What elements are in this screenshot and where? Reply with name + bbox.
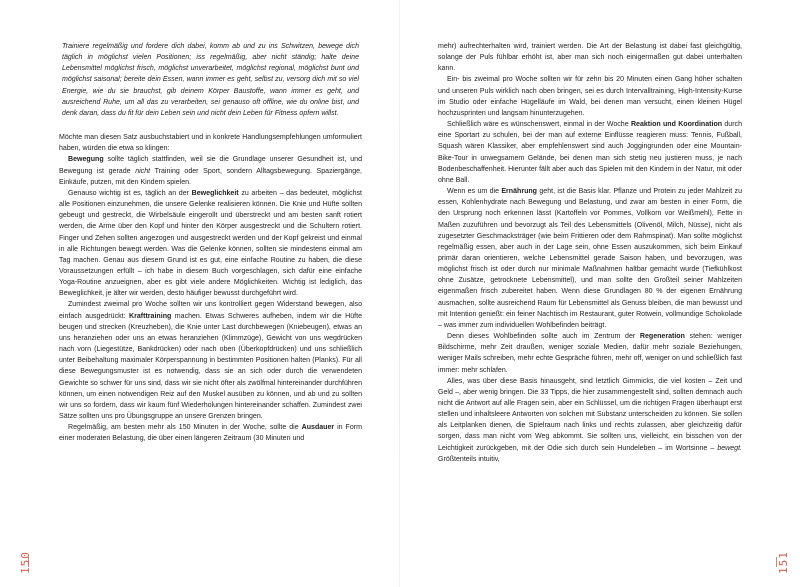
page-number-right: 151 bbox=[777, 551, 790, 574]
paragraph: Möchte man diesen Satz ausbuchstabiert und in konkrete Handlungsempfehlungen umformuliert haben, würden die etwa so klingen: bbox=[59, 134, 362, 153]
text-run: Wenn es um die bbox=[447, 188, 502, 196]
text-run: Größtenteils intuitiv, bbox=[438, 455, 500, 463]
keyword-krafttraining: Krafttraining bbox=[129, 312, 172, 320]
text-run: sollte täglich stattfinden, weil sie die Grundlage unserer Gesundheit ist, und Bewegung ist gerade bbox=[59, 156, 362, 175]
right-text-column bbox=[438, 41, 742, 465]
paragraph-continued: mehr) aufrechterhalten wird, trainiert werden. Die Art der Belastung ist dabei fast gleichgültig, solange der Puls fühlbar erhöht ist, aber man sich noch einigermaßen gut dabei unterhalten kann. bbox=[438, 43, 742, 73]
right-page bbox=[400, 0, 800, 587]
text-run: Genauso wichtig ist es, täglich an der bbox=[68, 189, 192, 197]
paragraph-regeneration bbox=[438, 331, 742, 376]
text-run: Training oder Sport, sondern Alltagsbewegung. Spaziergänge, Einkäufe, putzen, mit den Kindern spielen. bbox=[59, 167, 362, 186]
paragraph-gimmicks bbox=[438, 376, 742, 465]
page-number-left: 150 bbox=[19, 551, 32, 574]
keyword-regeneration: Regeneration bbox=[639, 333, 685, 341]
paragraph-ernaehrung bbox=[438, 186, 742, 331]
emphasis: bewegt. bbox=[717, 444, 742, 452]
text-run: in Form einer moderaten Belastung, die über einen längeren Zeitraum (30 Minuten und bbox=[59, 424, 362, 443]
paragraph-bewegung bbox=[59, 154, 362, 187]
text-run: Zumindest zweimal pro Woche sollten wir uns kontrolliert gegen Widerstand bewegen, also einfach ausgedrückt: bbox=[59, 301, 362, 320]
paragraph-koordination bbox=[438, 119, 742, 186]
keyword-beweglichkeit: Beweglichkeit bbox=[191, 189, 239, 197]
text-run: stehen: weniger Bildschirme, mehr Zeit draußen, weniger soziale Medien, dafür mehr soziale Beziehungen, weniger Mails schreiben, mehr echte Gespräche führen, mehr off, weniger on und schließlich fast immer: mehr schlafen. bbox=[438, 333, 742, 374]
text-run: durch eine Sportart zu schulen, bei der man auf externe Einflüsse reagieren muss: Tennis, Fußball, Squash wären Klassiker, aber empfehlenswert sind auch Joggingrunden oder eine Mountain-Bike-Tour in unwegsamem Gelände, bei denen man sich stetig neu justieren muss, je nach Bodenbeschaffenheit. Hierunter fällt aber auch das Spielen mit den Kindern in der Natur, mit oder ohne Ball. bbox=[438, 121, 742, 184]
paragraph-beweglichkeit bbox=[59, 188, 362, 300]
paragraph-krafttraining bbox=[59, 299, 362, 422]
left-text-column bbox=[59, 41, 362, 444]
text-run: geht, ist die Basis klar. Pflanze und Protein zu jeder Mahlzeit zu essen, Kohlenhydrate nach Bewegung und Belastung, und zwar am besten in einer Form, die den Ursprung noch erkennen lässt (Kartoffeln vor Pommes, Vollkorn vor Weißmehl), Fette in Maßen zuzuführen und bevorzugt als Teil des Lebensmittels (Olivenöl, Milch, Nüsse), nicht als zugesetzter Geschmacksträger (wie beim Frittieren oder dem Rahmspinat). Man sollte möglichst regelmäßig essen, aber auch in der Lage sein, ohne Essen auszukommen, sich beim Einkauf primär daran orientieren, welche Lebensmittel gerade Saison haben, und bevorzugen, was möglichst frisch ist oder durch nur minimale Maßnahmen haltbar gemacht wurde (Tiefkühlkost ohne Zusätze, getrocknete Lebensmittel), und man sollte den Großteil seiner Mahlzeiten eigenmaßen frisch zubereitet haben. Wenn diese Grundlagen 80 % der eigenen Ernährung ausmachen, sollte ausreichend Raum für Lebensmittel als Genuss bleiben, die man bewusst und mit Intention genießt: ein feiner Nachtisch im Restaurant, guter Rotwein, vollmundige Schokolade – was immer zum individuellen Wohlbefinden beiträgt. bbox=[438, 188, 742, 329]
paragraph: Ein- bis zweimal pro Woche sollten wir für zehn bis 20 Minuten einen Gang höher schalten und unseren Puls wirklich nach oben bringen, sei es durch Intervalltraining, High-Intensity-Kurse im Studio oder einfache Hügelläufe im Wald, bei denen man versucht, einen kleinen Hügel hochzusprinten und langsam hinunterzugehen. bbox=[438, 76, 742, 117]
keyword-ernaehrung: Ernährung bbox=[501, 188, 537, 196]
paragraph-ausdauer bbox=[59, 422, 362, 444]
text-run: Alles, was über diese Basis hinausgeht, sind letztlich Gimmicks, die viel kosten – Zeit und Geld –, aber wenig bringen. Die 33 Tipps, die hier zusammengestellt sind, sollten demnach auch nicht die Antwort auf alle Fragen sein, aber ein Schlüssel, um die richtigen Fragen überhaupt erst stellen und inhaltsleere Antworten von solchen mit Substanz unterscheiden zu können. Sie sollen als Leitplanken dienen, die Spielraum nach links und rechts zulassen, aber gleichzeitig dafür sorgen, dass man nicht vom Weg abkommt. Sie sollten uns, vielleicht, ein bisschen von der Leichtigkeit zurückgeben, mit der Odie sich durch sein Hundeleben – im Wortsinne – bbox=[438, 377, 742, 452]
intro-quote: Trainiere regelmäßig und fordere dich dabei, komm ab und zu ins Schwitzen, bewege dich täglich in möglichst vielen Positionen; iss regelmäßig, aber nicht ständig; halte deine Lebensmittel möglichst frisch, möglichst unverarbeitet, möglichst regional, möglichst bunt und möglichst saisonal; bereite dein Essen, wann immer es geht, selbst zu, versorg dich mit so viel Energie, wie du sie brauchst, gib deinem Körper Baustoffe, wann immer es geht, und ausreichend Ruhe, um all das zu verarbeiten, sei genauso oft offline, wie du online bist, und denk daran, dass du fit für dein Leben sein und nicht dein Leben für Fitness opfern willst. bbox=[62, 43, 359, 117]
keyword-koordination: Reaktion und Koordination bbox=[630, 121, 723, 129]
text-run: Denn dieses Wohlbefinden sollte auch im Zentrum der bbox=[447, 333, 640, 341]
text-run: machen. Etwas Schweres aufheben, indem wir die Hüfte beugen und strecken (Kreuzheben), die Knie unter Last durchbewegen (Kniebeugen), etwas an uns heranziehen oder uns an etwas heranziehen (Klimmzüge), Gewicht von uns wegdrücken nach vorn (Liegestütze, Bankdrücken) oder nach oben (Überkopfdrücken) und uns schließlich unter Beibehaltung maximaler Körperspannung in bestimmten Positionen halten (Planks). Für all diese Bewegungsmuster ist es notwendig, dass sie an sich oder durch die verwendeten Gewichte so schwer für uns sind, dass wir sie nicht öfter als zwölfmal hintereinander durchführen können, um einen notwendigen Reiz auf den Muskel ausüben zu können, und ab und zu sollten wir uns so fordern, dass wir kaum fünf Wiederholungen hintereinander schaffen. Zumindest zwei Sätze sollten uns pro Übungsgruppe an unsere Grenzen bringen. bbox=[59, 312, 362, 420]
keyword-ausdauer: Ausdauer bbox=[301, 424, 335, 432]
text-run: zu arbeiten – das bedeutet, möglichst alle Positionen einzunehmen, die unsere Gelenke realisieren können. Die Knie und Hüfte sollten gebeugt und gestreckt, die Wirbelsäule eingerollt und überstreckt und am besten sanft rotiert werden, die Arme über den Kopf und hinter den Körper ausgestreckt und die Schultern rotiert. Finger und Zehen sollten angezogen und ausgestreckt werden und der Kopf gekreist und einmal in alle Richtungen bewegt werden. Was die Gelenke können, sollten sie mindestens einmal am Tag machen. Genau aus diesem Grund ist es gut, eine einfache Routine zu haben, die diese Voraussetzungen erfüllt – ich habe in diesem Buch vorgeschlagen, sich dafür eine einfache Yoga-Routine anzueignen, aber es gibt viele andere Möglichkeiten. Wichtig ist lediglich, das Beweglichkeit, je älter wir werden, desto häufiger bewusst durchgeführt wird. bbox=[59, 189, 362, 298]
keyword-bewegung: Bewegung bbox=[68, 156, 104, 164]
emphasis: nicht bbox=[135, 167, 151, 175]
text-run: Regelmäßig, am besten mehr als 150 Minuten in der Woche, sollte die bbox=[68, 424, 302, 432]
text-run: Schließlich wäre es wünschenswert, einmal in der Woche bbox=[447, 121, 631, 129]
